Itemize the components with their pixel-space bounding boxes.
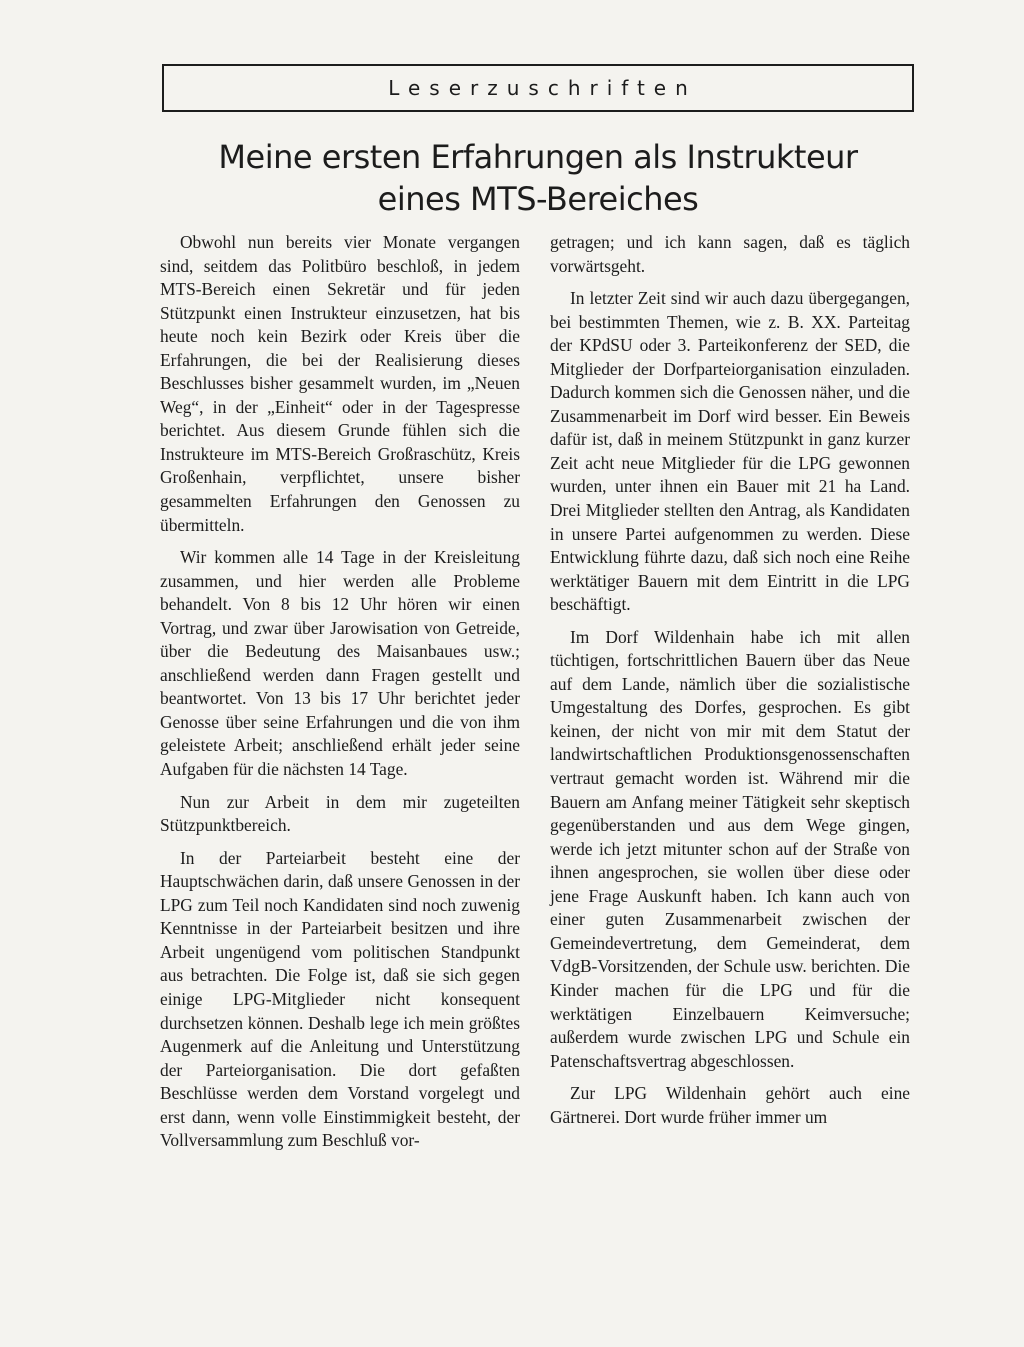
article-title-line-1: Meine ersten Erfahrungen als Instrukteur: [218, 138, 858, 176]
paragraph: Zur LPG Wildenhain gehört auch eine Gärtnerei. Dort wurde früher immer um: [550, 1083, 910, 1127]
paragraph: In der Parteiarbeit besteht eine der Hauptschwächen darin, daß unsere Genossen in der LPG zum Teil noch Kandidaten sind noch zuwenig Kenntnisse in der Parteiarbeit besitzen und ihre Arbeit ungenügend vom politischen Standpunkt aus betrachten. Die Folge ist, daß sie sich gegen einige LPG-Mitglieder nicht konsequent durchsetzen können. Deshalb lege ich mein größtes Augenmerk auf die Anleitung und Unterstützung der Parteiorganisation. Die dort gefaßten Beschlüsse werden dem Vorstand vorgelegt und erst dann, wenn volle Einstimmigkeit besteht, der Vollversammlung zum Beschluß vor-: [160, 847, 520, 1151]
right-column: [550, 231, 910, 1138]
paragraph: Nun zur Arbeit in dem mir zugeteilten Stützpunktbereich.: [160, 791, 520, 836]
paragraph: In letzter Zeit sind wir auch dazu übergegangen, bei bestimmten Themen, wie z. B. XX. Parteitag der KPdSU oder 3. Parteikonferenz der SED, die Mitglieder der Dorfparteiorganisation einzuladen. Dadurch kommen sich die Genossen näher, und die Zusammenarbeit im Dorf wird besser. Ein Beweis dafür ist, daß in meinem Stützpunkt in ganz kurzer Zeit acht neue Mitglieder für die LPG gewonnen wurden, unter ihnen ein Bauer mit 21 ha Land. Drei Mitglieder stellten den Antrag, als Kandidaten in unsere Partei aufgenommen zu werden. Diese Entwicklung führte dazu, daß sich noch eine Reihe werktätiger Bauern mit dem Eintritt in die LPG beschäftigt.: [550, 288, 910, 615]
left-column: [160, 231, 520, 1162]
section-label: Leserzuschriften: [388, 76, 697, 100]
article-title: [162, 136, 914, 220]
paragraph-continuation: getragen; und ich kann sagen, daß es täglich vorwärtsgeht.: [550, 232, 910, 276]
article-title-line-2: eines MTS-Bereiches: [377, 180, 699, 218]
paragraph: Obwohl nun bereits vier Monate vergangen sind, seitdem das Politbüro beschloß, in jedem MTS-Bereich einen Sekretär und für jeden Stützpunkt einen Instrukteur einzusetzen, hat bis heute noch kein Bezirk oder Kreis über die Erfahrungen, die bei der Realisierung dieses Beschlusses bisher gesammelt wurden, im „Neuen Weg“, in der „Einheit“ oder in der Tagespresse berichtet. Aus diesem Grunde fühlen sich die Instrukteure im MTS-Bereich Großraschütz, Kreis Großenhain, verpflichtet, unsere bisher gesammelten Erfahrungen den Genossen zu übermitteln.: [160, 232, 520, 535]
paragraph: Wir kommen alle 14 Tage in der Kreisleitung zusammen, und hier werden alle Probleme behandelt. Von 8 bis 12 Uhr hören wir einen Vortrag, und zwar über Jarowisation von Getreide, über die Bedeutung des Maisanbaues usw.; anschließend werden dann Fragen gestellt und beantwortet. Von 13 bis 17 Uhr berichtet jeder Genosse über seine Erfahrungen und die von ihm geleistete Arbeit; anschließend erhält jeder seine Aufgaben für die nächsten 14 Tage.: [160, 547, 520, 780]
paragraph: Im Dorf Wildenhain habe ich mit allen tüchtigen, fortschrittlichen Bauern über das Neue auf dem Lande, nämlich über die sozialistische Umgestaltung des Dorfes, gesprochen. Es gibt keinen, der nicht von mir mit dem Statut der landwirtschaftlichen Produktionsgenossenschaften vertraut gemacht worden ist. Während mir die Bauern am Anfang meiner Tätigkeit sehr skeptisch gegenüberstanden und aus dem Wege gingen, werde ich jetzt mitunter schon auf der Straße von ihnen angesprochen, sie wollen über diese oder jene Frage Auskunft haben. Ich kann auch von einer guten Zusammenarbeit zwischen der Gemeindevertretung, dem Gemeinderat, dem VdgB-Vorsitzenden, der Schule usw. berichten. Die Kinder machen für die LPG und für die werktätigen Einzelbauern Keimversuche; außerdem wurde zwischen LPG und Schule ein Patenschaftsvertrag abgeschlossen.: [550, 626, 910, 1071]
section-header-box: [162, 64, 914, 112]
